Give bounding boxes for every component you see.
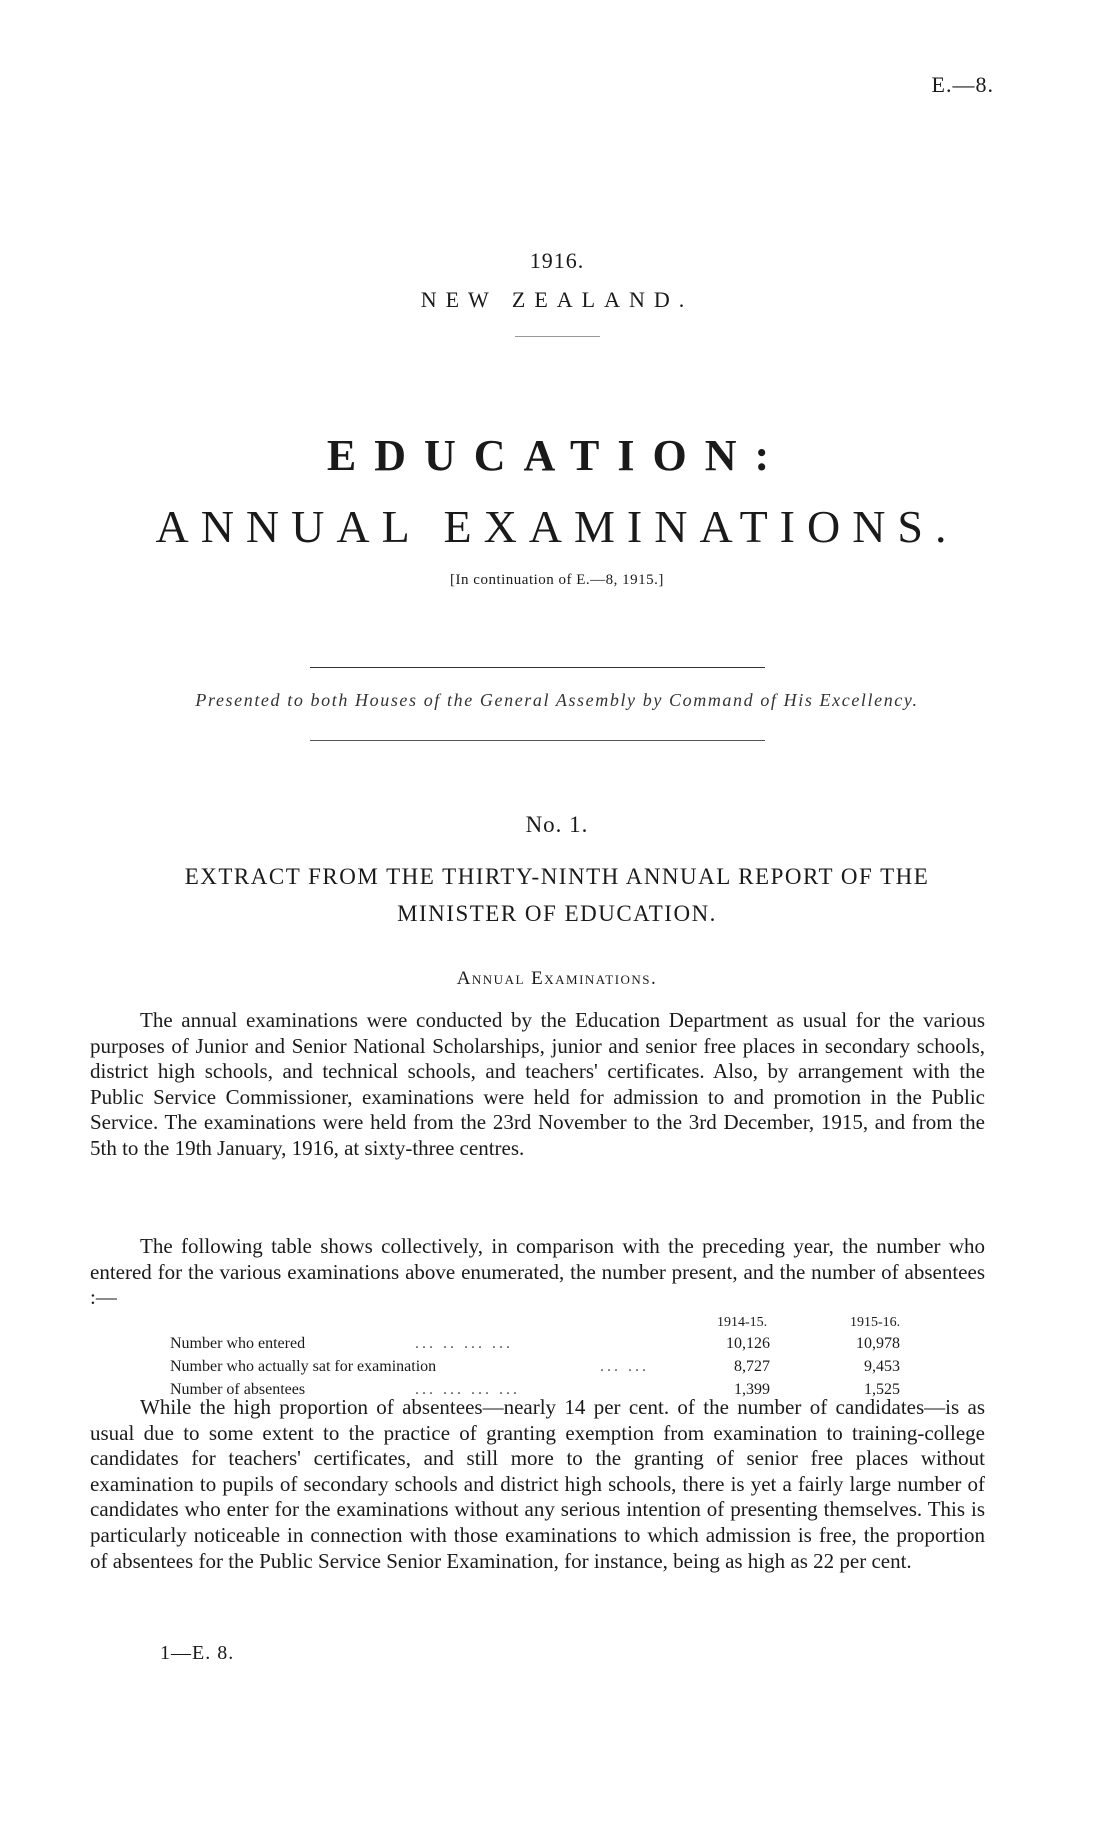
value-1915: 9,453 (864, 1358, 900, 1375)
extract-heading-line-1: EXTRACT FROM THE THIRTY-NINTH ANNUAL REPORT OF THE (184, 864, 930, 889)
leader-dots: ... ... (600, 1358, 649, 1375)
row-label: Number who entered (170, 1335, 306, 1352)
page-reference: E.—8. (931, 72, 994, 97)
report-number: No. 1. (525, 812, 589, 837)
section-heading: Annual Examinations. (456, 968, 658, 989)
presented-line: Presented to both Houses of the General Assembly by Command of His Excellency. (195, 690, 919, 710)
leader-dots: ... ... ... ... (415, 1381, 520, 1398)
row-label: Number who actually sat for examination (170, 1358, 437, 1375)
document-subtitle: ANNUAL EXAMINATIONS. (155, 501, 959, 552)
footer-reference: 1—E. 8. (160, 1642, 235, 1664)
paragraph-2: The following table shows collectively, in comparison with the preceding year, the number who entered for the various examinations above enumerated, the number present, and the number of absentees :— (90, 1234, 985, 1310)
divider-short (515, 336, 600, 337)
row-label: Number of absentees (170, 1381, 306, 1398)
value-1914: 1,399 (734, 1381, 770, 1398)
extract-heading-line-2: MINISTER OF EDUCATION. (397, 901, 717, 926)
value-1915: 10,978 (856, 1335, 900, 1352)
document-title: EDUCATION: (326, 431, 788, 480)
country: NEW ZEALAND. (420, 287, 694, 312)
leader-dots: ... .. ... ... (415, 1335, 513, 1352)
year: 1916. (529, 248, 585, 273)
examinations-table (170, 1315, 915, 1398)
paragraph-3: While the high proportion of absentees—nearly 14 per cent. of the number of candidates—is as usual due to some extent to the practice of granting exemption from examination to training-college candidates for teachers' certificates, and still more to the granting of senior free places without examination to pupils of secondary schools and district high schools, there is yet a fairly large number of candidates who enter for the examinations without any serious intention of presenting themselves. This is particularly noticeable in connection with those examinations to which admission is free, the proportion of absentees for the Public Service Senior Examination, for instance, being as high as 22 per cent. (90, 1395, 985, 1573)
continuation-note: [In continuation of E.—8, 1915.] (450, 572, 664, 588)
column-header-1914: 1914-15. (717, 1315, 768, 1330)
table-row (170, 1335, 915, 1357)
divider-bottom (310, 740, 765, 741)
value-1915: 1,525 (864, 1381, 900, 1398)
paragraph-1: The annual examinations were conducted by the Education Department as usual for the various purposes of Junior and Senior National Scholarships, junior and senior free places in secondary schools, district high schools, and technical schools, and teachers' certificates. Also, by arrangement with the Public Service Commissioner, examinations were held for admission to and promotion in the Public Service. The examinations were held from the 23rd November to the 3rd December, 1915, and from the 5th to the 19th January, 1916, at sixty-three centres. (90, 1008, 985, 1160)
table-row (170, 1358, 915, 1380)
divider-top (310, 667, 765, 668)
value-1914: 8,727 (734, 1358, 770, 1375)
value-1914: 10,126 (726, 1335, 770, 1352)
column-header-1915: 1915-16. (850, 1315, 901, 1330)
